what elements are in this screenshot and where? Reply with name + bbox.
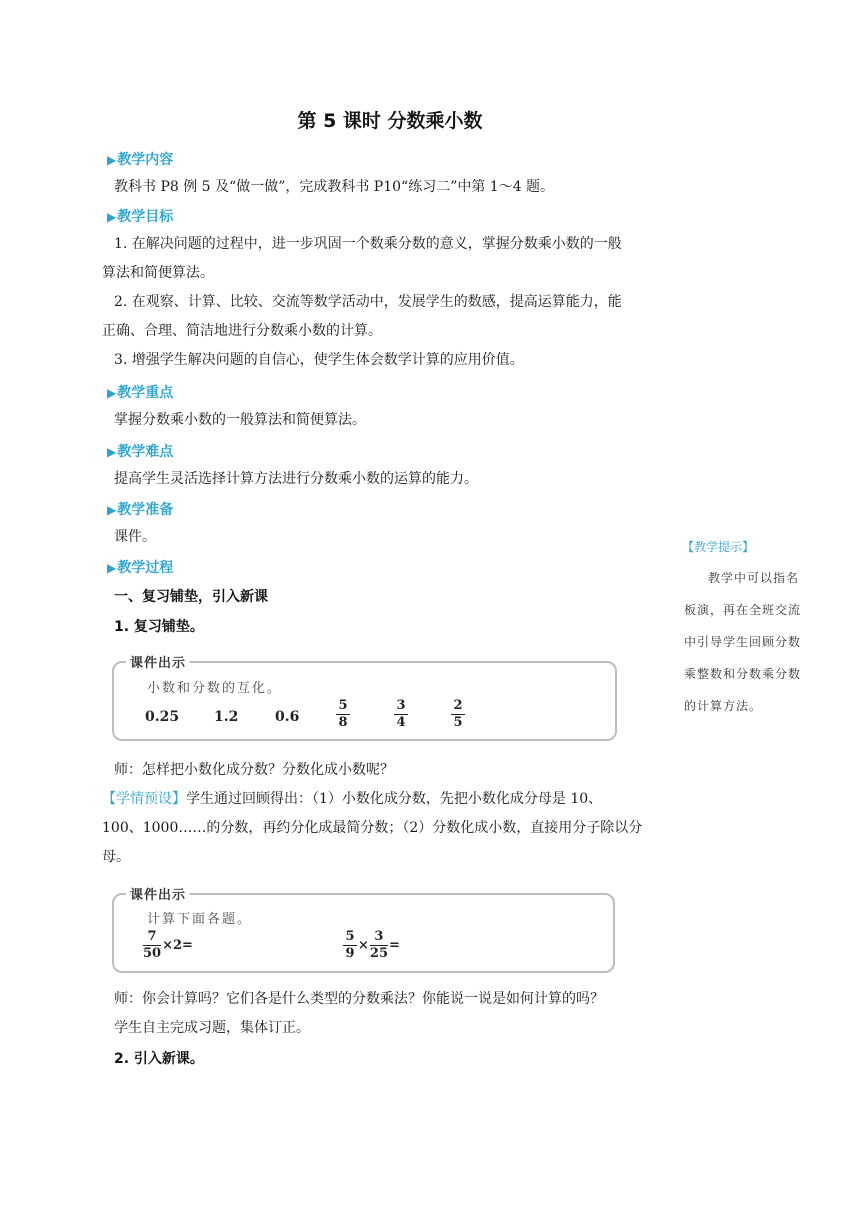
preset-tag: 【学情预设】 (102, 791, 186, 807)
courseware-label: 课件出示 (126, 884, 190, 903)
decimal-value: 0.6 (275, 709, 300, 725)
goal-line: 3. 增强学生解决问题的自信心，使学生体会数学计算的应用价值。 (114, 352, 524, 368)
prep-text: 课件。 (114, 529, 156, 545)
goal-line: 1. 在解决问题的过程中，进一步巩固一个数乘分数的意义，掌握分数乘小数的一般 (114, 236, 622, 252)
expression-1: $\frac{7}{50}$ ×2= (143, 929, 193, 961)
triangle-icon: ▶ (107, 153, 117, 167)
page-title: 第 5 课时 分数乘小数 (297, 110, 483, 132)
heading-content: ▶教学内容 (107, 152, 174, 168)
process-step2: 2. 引入新课。 (114, 1051, 204, 1067)
box-subtitle: 小数和分数的互化。 (147, 681, 283, 696)
goal-line: 算法和简便算法。 (102, 265, 214, 281)
box-subtitle: 计算下面各题。 (147, 912, 253, 927)
side-note-line: 中引导学生回顾分数 (684, 635, 802, 649)
goal-line: 正确、合理、简洁地进行分数乘小数的计算。 (102, 323, 382, 339)
triangle-icon: ▶ (107, 386, 117, 400)
side-note-line: 教学中可以指名 (708, 571, 800, 585)
expression-2: $\frac{5}{9}$ × $\frac{3}{25}$ = (343, 930, 401, 961)
side-note-title: 【教学提示】 (682, 540, 755, 554)
difficulty-text: 提高学生灵活选择计算方法进行分数乘小数的运算的能力。 (114, 471, 478, 487)
process-part1: 一、复习铺垫，引入新课 (114, 589, 268, 605)
courseware-box-1 (112, 661, 617, 741)
side-note-line: 的计算方法。 (684, 699, 763, 713)
key-text: 掌握分数乘小数的一般算法和简便算法。 (114, 412, 366, 428)
goal-line: 2. 在观察、计算、比较、交流等数学活动中，发展学生的数感，提高运算能力，能 (114, 294, 622, 310)
teacher-question: 师：怎样把小数化成分数？分数化成小数呢？ (114, 762, 394, 778)
preset-line: 【学情预设】学生通过回顾得出：（1）小数化成分数，先把小数化成分母是 10、 (102, 791, 603, 807)
process-step1: 1. 复习铺垫。 (114, 619, 204, 635)
fraction: $\frac{3}{25}$ (369, 929, 388, 961)
side-note-line: 乘整数和分数乘分数 (684, 667, 802, 681)
content-text: 教科书 P8 例 5 及“做一做”，完成教科书 P10“练习二”中第 1～4 题。 (114, 179, 555, 195)
triangle-icon: ▶ (107, 561, 117, 575)
triangle-icon: ▶ (107, 445, 117, 459)
triangle-icon: ▶ (107, 210, 117, 224)
heading-process: ▶教学过程 (107, 560, 174, 576)
fraction: 3 4 (394, 699, 408, 730)
courseware-label: 课件出示 (126, 652, 190, 671)
side-note-line: 板演，再在全班交流 (684, 603, 802, 617)
heading-goals: ▶教学目标 (107, 209, 174, 225)
heading-difficulty: ▶教学难点 (107, 444, 174, 460)
heading-prep: ▶教学准备 (107, 502, 174, 518)
preset-line: 100、1000……的分数，再约分化成最简分数；（2）分数化成小数，直接用分子除以分 (102, 820, 643, 836)
fraction: $\frac{5}{9}$ (343, 930, 357, 961)
student-activity: 学生自主完成习题，集体订正。 (114, 1020, 310, 1036)
preset-line: 母。 (102, 849, 130, 865)
triangle-icon: ▶ (107, 503, 117, 517)
fraction: $\frac{7}{50}$ (143, 929, 162, 961)
fraction: 5 8 (336, 699, 350, 730)
heading-key: ▶教学重点 (107, 385, 174, 401)
decimal-value: 1.2 (214, 709, 239, 725)
decimal-value: 0.25 (145, 709, 180, 725)
teacher-question: 师：你会计算吗？它们各是什么类型的分数乘法？你能说一说是如何计算的吗？ (114, 991, 604, 1007)
fraction: 2 5 (451, 699, 465, 730)
